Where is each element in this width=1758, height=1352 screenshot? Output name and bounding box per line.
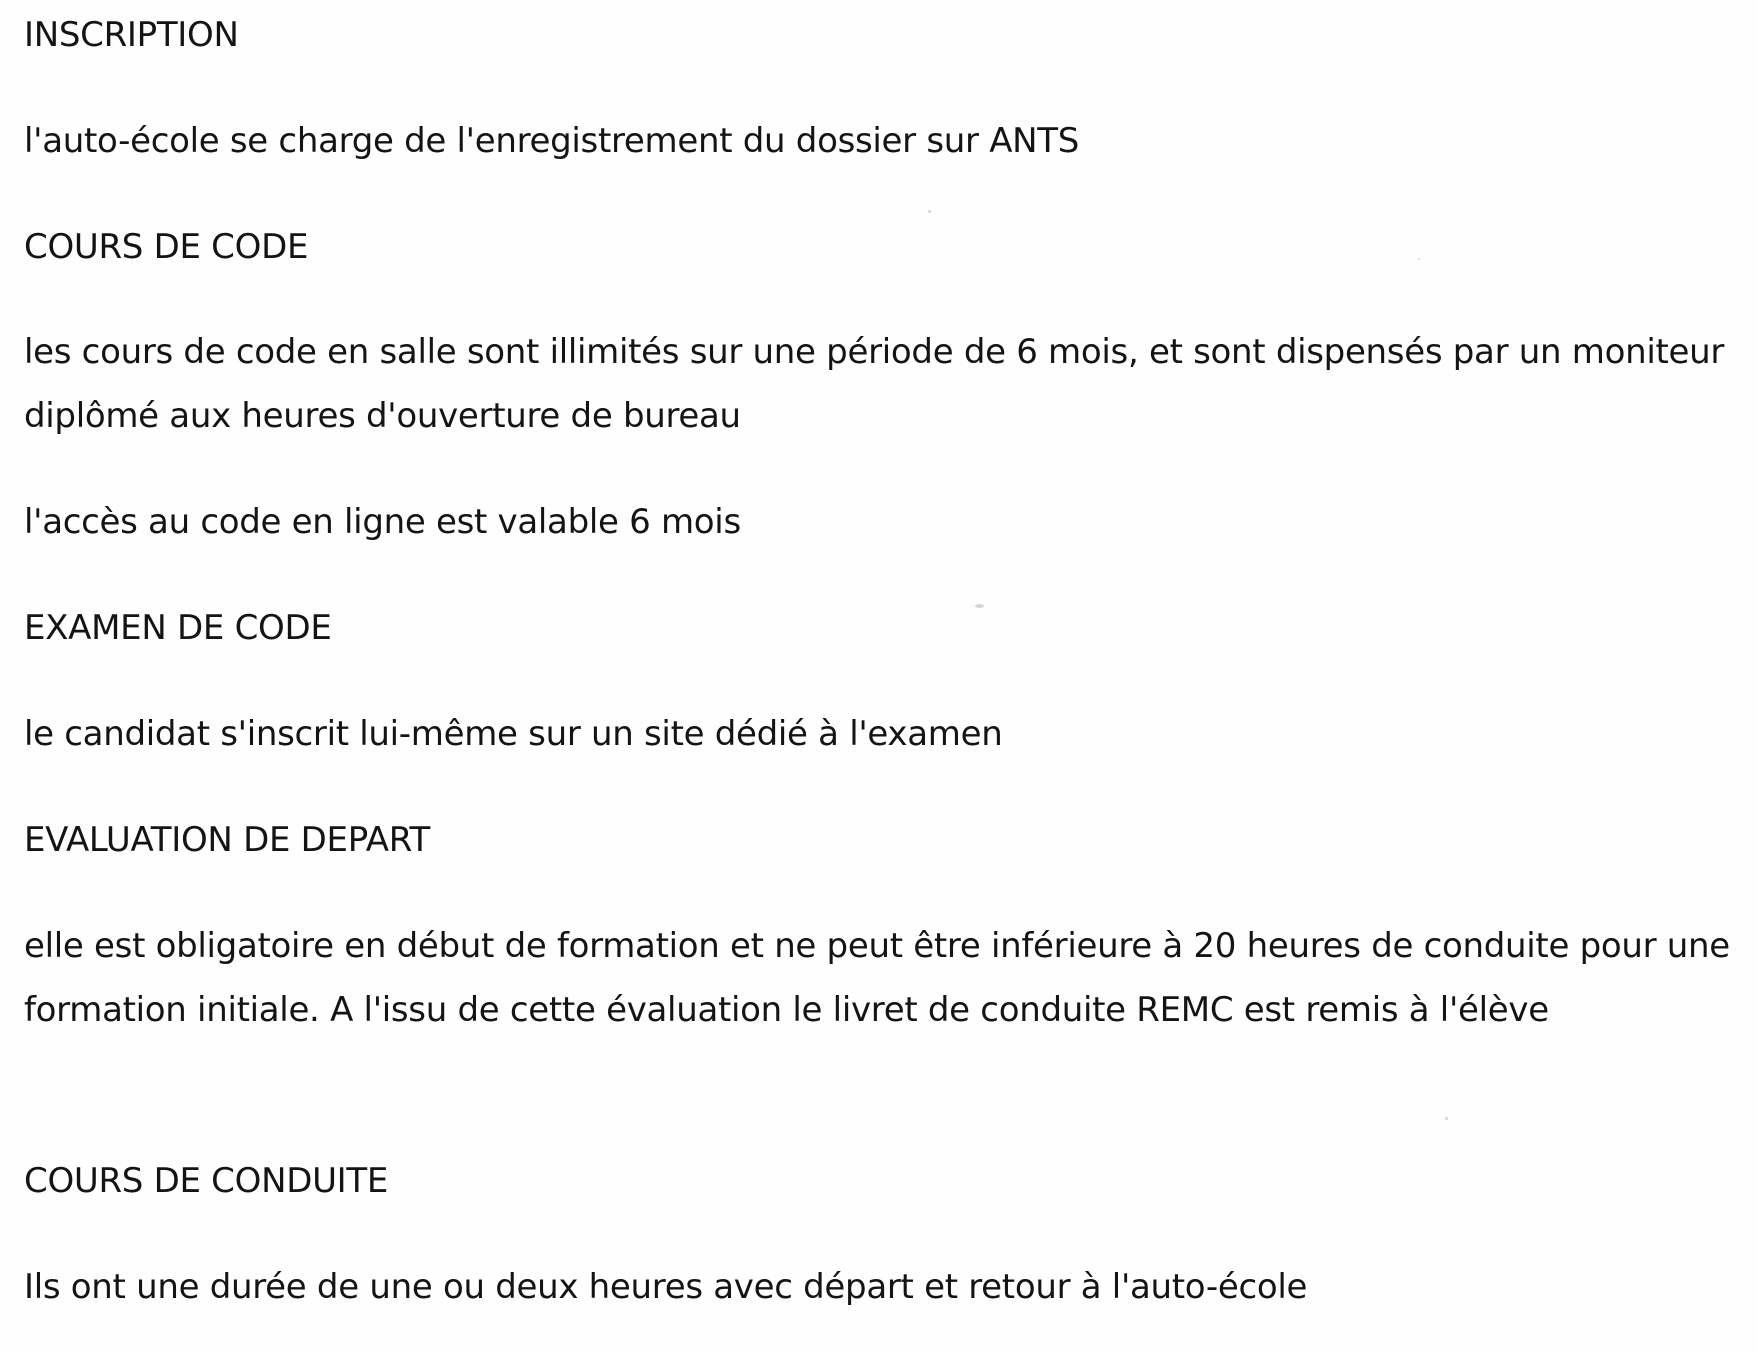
paragraph-evaluation-de-depart: elle est obligatoire en début de formation et ne peut être inférieure à 20 heures de conduite pour une formation initiale. A l'issu de cette évaluation le livret de conduite REMC est remis à l'élève — [24, 926, 1730, 1030]
scan-speck — [928, 210, 931, 213]
heading-inscription: INSCRIPTION — [24, 15, 239, 55]
heading-cours-de-code: COURS DE CODE — [24, 227, 309, 267]
paragraph-cours-de-conduite: Ils ont une durée de une ou deux heures avec départ et retour à l'auto-école — [24, 1267, 1308, 1307]
scan-speck — [1445, 1117, 1448, 1120]
scan-speck — [1418, 258, 1420, 260]
scan-speck — [975, 604, 984, 608]
paragraph-inscription: l'auto-école se charge de l'enregistrement du dossier sur ANTS — [24, 121, 1080, 161]
heading-cours-de-conduite: COURS DE CONDUITE — [24, 1161, 389, 1201]
paragraph-examen-de-code: le candidat s'inscrit lui-même sur un site dédié à l'examen — [24, 714, 1003, 754]
paragraph-code-en-ligne: l'accès au code en ligne est valable 6 mois — [24, 502, 741, 542]
heading-evaluation-de-depart: EVALUATION DE DEPART — [24, 820, 431, 860]
heading-examen-de-code: EXAMEN DE CODE — [24, 608, 332, 648]
paragraph-cours-de-code: les cours de code en salle sont illimités sur une période de 6 mois, et sont dispensés par un moniteur diplômé aux heures d'ouverture de bureau — [24, 332, 1725, 436]
